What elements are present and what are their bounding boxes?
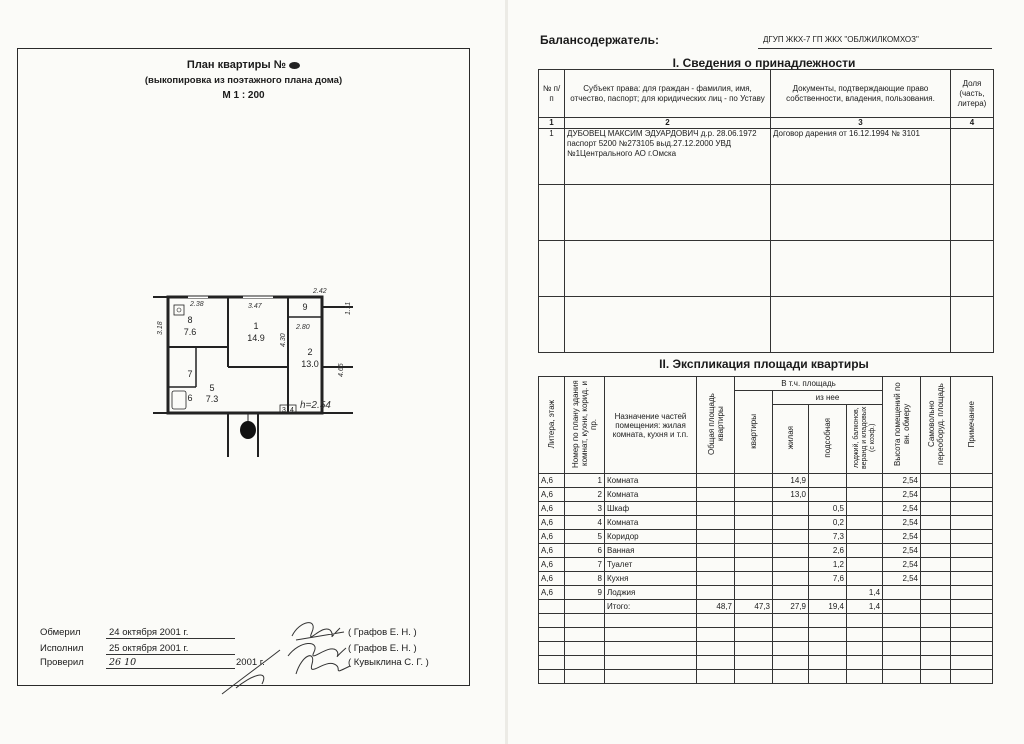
cell-name: Коридор	[605, 530, 697, 544]
ownership-header: № п/п	[539, 70, 565, 118]
dimension-label: 2.42	[313, 288, 327, 295]
cell-empty	[605, 614, 697, 628]
cell-name: Туалет	[605, 558, 697, 572]
cell-empty	[735, 642, 773, 656]
col-header-living: жилая	[786, 426, 795, 450]
cell-loggia	[847, 558, 883, 572]
table-row-empty	[539, 614, 993, 628]
ownership-index: 2	[565, 118, 771, 129]
ownership-header: Субъект права: для граждан - фамилия, имя, отчество, паспорт; для юридических лиц - по Уставу	[565, 70, 771, 118]
cell-aux: 7,6	[809, 572, 847, 586]
sign-date: 24 октября 2001 г.	[106, 627, 235, 639]
cell-height: 2,54	[883, 488, 921, 502]
cell-num	[565, 600, 605, 614]
cell-empty	[883, 670, 921, 684]
ownership-index: 1	[539, 118, 565, 129]
dimension-label: 4.30	[280, 333, 287, 347]
cell-empty	[773, 614, 809, 628]
table-row	[539, 129, 994, 185]
cell-empty	[921, 614, 951, 628]
cell-apt	[735, 544, 773, 558]
sign-label: Проверил	[40, 657, 84, 668]
dimension-label: 2.38	[190, 301, 204, 308]
cell-empty	[951, 558, 993, 572]
cell-empty	[539, 670, 565, 684]
cell-empty	[921, 544, 951, 558]
cell-apt	[735, 474, 773, 488]
cell-empty	[883, 614, 921, 628]
plan-frame	[17, 48, 470, 686]
owner-num: 1	[539, 129, 565, 185]
table-row	[539, 241, 994, 297]
room-area: 13.0	[301, 359, 319, 369]
cell-num: 7	[565, 558, 605, 572]
cell-empty	[809, 614, 847, 628]
cell-height: 2,54	[883, 530, 921, 544]
ownership-table	[538, 69, 994, 353]
cell-height: 2,54	[883, 544, 921, 558]
holder-label: Балансодержатель:	[540, 33, 660, 47]
cell-empty	[883, 628, 921, 642]
cell-loggia	[847, 544, 883, 558]
cell-empty	[735, 614, 773, 628]
cell-empty	[921, 572, 951, 586]
cell-aux: 7,3	[809, 530, 847, 544]
cell-apt	[735, 516, 773, 530]
explication-table	[538, 376, 993, 684]
cell-living: 27,9	[773, 600, 809, 614]
dimension-label: 3.47	[248, 303, 262, 310]
ceiling-height-label: h=2.54	[300, 400, 331, 411]
cell-name: Комната	[605, 488, 697, 502]
room-number: 6	[187, 393, 193, 403]
cell-empty	[883, 656, 921, 670]
cell-empty	[883, 642, 921, 656]
cell-living: 14,9	[773, 474, 809, 488]
cell-aux	[809, 488, 847, 502]
cell-height: 2,54	[883, 572, 921, 586]
left-page	[0, 0, 505, 744]
cell-total	[697, 544, 735, 558]
cell-loggia	[847, 572, 883, 586]
table-row	[539, 544, 993, 558]
cell-living	[773, 516, 809, 530]
room-number: 3	[282, 407, 286, 414]
cell-name: Кухня	[605, 572, 697, 586]
cell-aux: 19,4	[809, 600, 847, 614]
cell-empty	[921, 502, 951, 516]
cell-num: 8	[565, 572, 605, 586]
cell-litera: А,6	[539, 586, 565, 600]
cell-living	[773, 572, 809, 586]
col-header-loggia: лоджий, балконов, веранд и кладовых (с коэф.)	[852, 406, 876, 470]
cell-num: 3	[565, 502, 605, 516]
cell-loggia	[847, 488, 883, 502]
cell-aux: 2,6	[809, 544, 847, 558]
plan-subtitle: (выкопировка из поэтажного плана дома)	[144, 75, 343, 86]
room-number: 7	[187, 369, 193, 379]
cell-empty	[697, 628, 735, 642]
cell-living	[773, 502, 809, 516]
cell-empty	[735, 656, 773, 670]
redaction-blot	[240, 421, 256, 439]
cell-loggia: 1,4	[847, 586, 883, 600]
table-row	[539, 185, 994, 241]
dimension-label: 3.18	[157, 321, 164, 335]
sign-label: Обмерил	[40, 627, 81, 638]
table-row	[539, 530, 993, 544]
cell-apt: 47,3	[735, 600, 773, 614]
cell-litera: А,6	[539, 544, 565, 558]
cell-litera: А,6	[539, 488, 565, 502]
holder-underline	[758, 48, 992, 49]
cell-empty	[565, 656, 605, 670]
cell-num: 5	[565, 530, 605, 544]
sign-name: ( Графов Е. Н. )	[348, 643, 417, 654]
cell-living	[773, 586, 809, 600]
cell-height	[883, 586, 921, 600]
cell-empty	[565, 614, 605, 628]
cell-apt	[735, 488, 773, 502]
cell-empty	[605, 642, 697, 656]
cell-empty	[951, 586, 993, 600]
cell-empty	[951, 544, 993, 558]
col-header-unauth: Самовольно переоборуд. площадь	[926, 383, 945, 465]
dimension-label: 1.11	[345, 301, 352, 315]
cell-empty	[951, 656, 993, 670]
cell-empty	[605, 656, 697, 670]
table-row	[539, 502, 993, 516]
cell-empty	[921, 558, 951, 572]
cell-name: Шкаф	[605, 502, 697, 516]
col-header-note: Примечание	[967, 400, 977, 448]
room-area: 7.3	[205, 394, 219, 404]
cell-height: 2,54	[883, 474, 921, 488]
room-area: 7.6	[183, 327, 197, 337]
cell-apt	[735, 572, 773, 586]
cell-aux: 0,5	[809, 502, 847, 516]
bathtub	[172, 391, 186, 409]
cell-loggia	[847, 530, 883, 544]
cell-name: Комната	[605, 474, 697, 488]
sign-name: ( Графов Е. Н. )	[348, 627, 417, 638]
cell-litera: А,6	[539, 474, 565, 488]
room-number: 8	[187, 315, 193, 325]
table-row-empty	[539, 628, 993, 642]
cell-total	[697, 474, 735, 488]
cell-empty	[773, 656, 809, 670]
owner-share	[951, 129, 994, 185]
cell-litera: А,6	[539, 530, 565, 544]
redaction-mark	[289, 62, 300, 69]
cell-empty	[539, 642, 565, 656]
cell-empty	[921, 474, 951, 488]
room-number: 1	[253, 321, 259, 331]
cell-aux	[809, 586, 847, 600]
table-row-empty	[539, 670, 993, 684]
cell-num: 1	[565, 474, 605, 488]
cell-litera	[539, 600, 565, 614]
cell-empty	[921, 628, 951, 642]
stove	[174, 305, 184, 315]
cell-name: Ванная	[605, 544, 697, 558]
cell-empty	[605, 628, 697, 642]
cell-empty	[921, 642, 951, 656]
cell-num: 6	[565, 544, 605, 558]
table-row-empty	[539, 656, 993, 670]
ownership-header: Документы, подтверждающие право собственности, владения, пользования.	[771, 70, 951, 118]
cell-living	[773, 530, 809, 544]
cell-aux: 0,2	[809, 516, 847, 530]
table-row	[539, 516, 993, 530]
cell-empty	[809, 628, 847, 642]
cell-name: Комната	[605, 516, 697, 530]
cell-empty	[697, 670, 735, 684]
cell-loggia: 1,4	[847, 600, 883, 614]
cell-aux	[809, 474, 847, 488]
cell-height	[883, 600, 921, 614]
cell-empty	[773, 628, 809, 642]
cell-litera: А,6	[539, 516, 565, 530]
cell-height: 2,54	[883, 502, 921, 516]
cell-total: 48,7	[697, 600, 735, 614]
table-row	[539, 558, 993, 572]
room-area: 14.9	[247, 333, 265, 343]
ownership-index: 4	[951, 118, 994, 129]
floor-plan-drawing	[148, 287, 358, 457]
cell-empty	[921, 656, 951, 670]
cell-empty	[697, 642, 735, 656]
col-header-total: Общая площадь квартиры	[706, 393, 725, 455]
owner-subject: ДУБОВЕЦ МАКСИМ ЭДУАРДОВИЧ д.р. 28.06.1972 паспорт 5200 №273105 выд.27.12.2000 УВД №1Центрального АО г.Омска	[565, 129, 771, 185]
cell-living	[773, 544, 809, 558]
col-header-incl: В т.ч. площадь	[735, 377, 883, 391]
room-number: 2	[307, 347, 313, 357]
col-header-apt: квартиры	[749, 413, 758, 449]
ownership-header: Доля (часть, литера)	[951, 70, 994, 118]
cell-empty	[921, 516, 951, 530]
sign-date: 26 10	[106, 657, 235, 669]
stove-burner	[177, 308, 181, 312]
cell-apt	[735, 530, 773, 544]
cell-num: 9	[565, 586, 605, 600]
col-header-purpose: Назначение частей помещения: жилая комната, кухня и т.п.	[605, 377, 697, 474]
cell-litera: А,6	[539, 502, 565, 516]
cell-loggia	[847, 516, 883, 530]
owner-docs: Договор дарения от 16.12.1994 № 3101	[771, 129, 951, 185]
cell-empty	[735, 628, 773, 642]
cell-empty	[921, 488, 951, 502]
table-row	[539, 572, 993, 586]
cell-aux: 1,2	[809, 558, 847, 572]
cell-living	[773, 558, 809, 572]
cell-empty	[697, 656, 735, 670]
table-row	[539, 600, 993, 614]
cell-empty	[847, 642, 883, 656]
cell-num: 2	[565, 488, 605, 502]
cell-empty	[847, 656, 883, 670]
table-row	[539, 488, 993, 502]
cell-loggia	[847, 502, 883, 516]
cell-apt	[735, 502, 773, 516]
cell-empty	[921, 670, 951, 684]
right-page	[508, 0, 1024, 744]
cell-total	[697, 572, 735, 586]
col-header-of-which: из нее	[773, 391, 883, 405]
sign-year: 2001 г.	[236, 657, 265, 668]
cell-empty	[951, 600, 993, 614]
cell-loggia	[847, 474, 883, 488]
cell-name: Итого:	[605, 600, 697, 614]
cell-empty	[735, 670, 773, 684]
table-row	[539, 474, 993, 488]
cell-empty	[809, 656, 847, 670]
table-row	[539, 586, 993, 600]
table-row	[539, 297, 994, 353]
cell-height: 2,54	[883, 516, 921, 530]
cell-total	[697, 488, 735, 502]
cell-total	[697, 502, 735, 516]
cell-empty	[951, 516, 993, 530]
col-header-number: Номер по плану здания комнат, кухни, корид. и пр.	[571, 380, 598, 468]
cell-empty	[565, 628, 605, 642]
dimension-label: 2.80	[296, 324, 310, 331]
cell-empty	[605, 670, 697, 684]
cell-empty	[539, 628, 565, 642]
cell-empty	[847, 614, 883, 628]
sign-date: 25 октября 2001 г.	[106, 643, 235, 655]
explication-title: II. Экспликация площади квартиры	[659, 357, 869, 371]
plan-scale: М 1 : 200	[222, 90, 265, 101]
cell-empty	[539, 614, 565, 628]
cell-empty	[565, 670, 605, 684]
cell-empty	[847, 670, 883, 684]
holder-value: ДГУП ЖКХ-7 ГП ЖКХ "ОБЛЖИЛКОМХОЗ"	[763, 35, 919, 44]
cell-empty	[951, 670, 993, 684]
ownership-index: 3	[771, 118, 951, 129]
cell-empty	[697, 614, 735, 628]
cell-apt	[735, 558, 773, 572]
cell-empty	[951, 488, 993, 502]
cell-empty	[809, 670, 847, 684]
cell-num: 4	[565, 516, 605, 530]
cell-empty	[921, 530, 951, 544]
cell-empty	[921, 586, 951, 600]
plan-title: План квартиры №	[18, 59, 469, 71]
cell-empty	[773, 670, 809, 684]
cell-empty	[539, 656, 565, 670]
cell-empty	[951, 572, 993, 586]
cell-living: 13,0	[773, 488, 809, 502]
sign-label: Исполнил	[40, 643, 84, 654]
cell-name: Лоджия	[605, 586, 697, 600]
cell-height: 2,54	[883, 558, 921, 572]
cell-total	[697, 530, 735, 544]
room-number: 5	[209, 383, 215, 393]
cell-empty	[951, 502, 993, 516]
cell-empty	[565, 642, 605, 656]
cell-empty	[951, 474, 993, 488]
cell-apt	[735, 586, 773, 600]
cell-empty	[951, 642, 993, 656]
dimension-label: 4.65	[338, 363, 345, 377]
col-header-aux: подсобная	[823, 418, 832, 458]
ownership-title: I. Сведения о принадлежности	[672, 56, 856, 70]
cell-total	[697, 516, 735, 530]
cell-empty	[951, 628, 993, 642]
cell-empty	[951, 614, 993, 628]
cell-total	[697, 586, 735, 600]
cell-total	[697, 558, 735, 572]
cell-empty	[809, 642, 847, 656]
room-number: 4	[290, 407, 294, 414]
cell-litera: А,6	[539, 558, 565, 572]
table-row-empty	[539, 642, 993, 656]
cell-empty	[847, 628, 883, 642]
sign-name: ( Кувыклина С. Г. )	[348, 657, 429, 668]
room-number: 9	[302, 302, 308, 312]
cell-empty	[921, 600, 951, 614]
col-header-height: Высота помещений по вн. обмеру	[892, 382, 911, 466]
col-header-litera: Литера, этаж	[547, 399, 556, 449]
cell-empty	[951, 530, 993, 544]
cell-empty	[773, 642, 809, 656]
cell-litera: А,6	[539, 572, 565, 586]
